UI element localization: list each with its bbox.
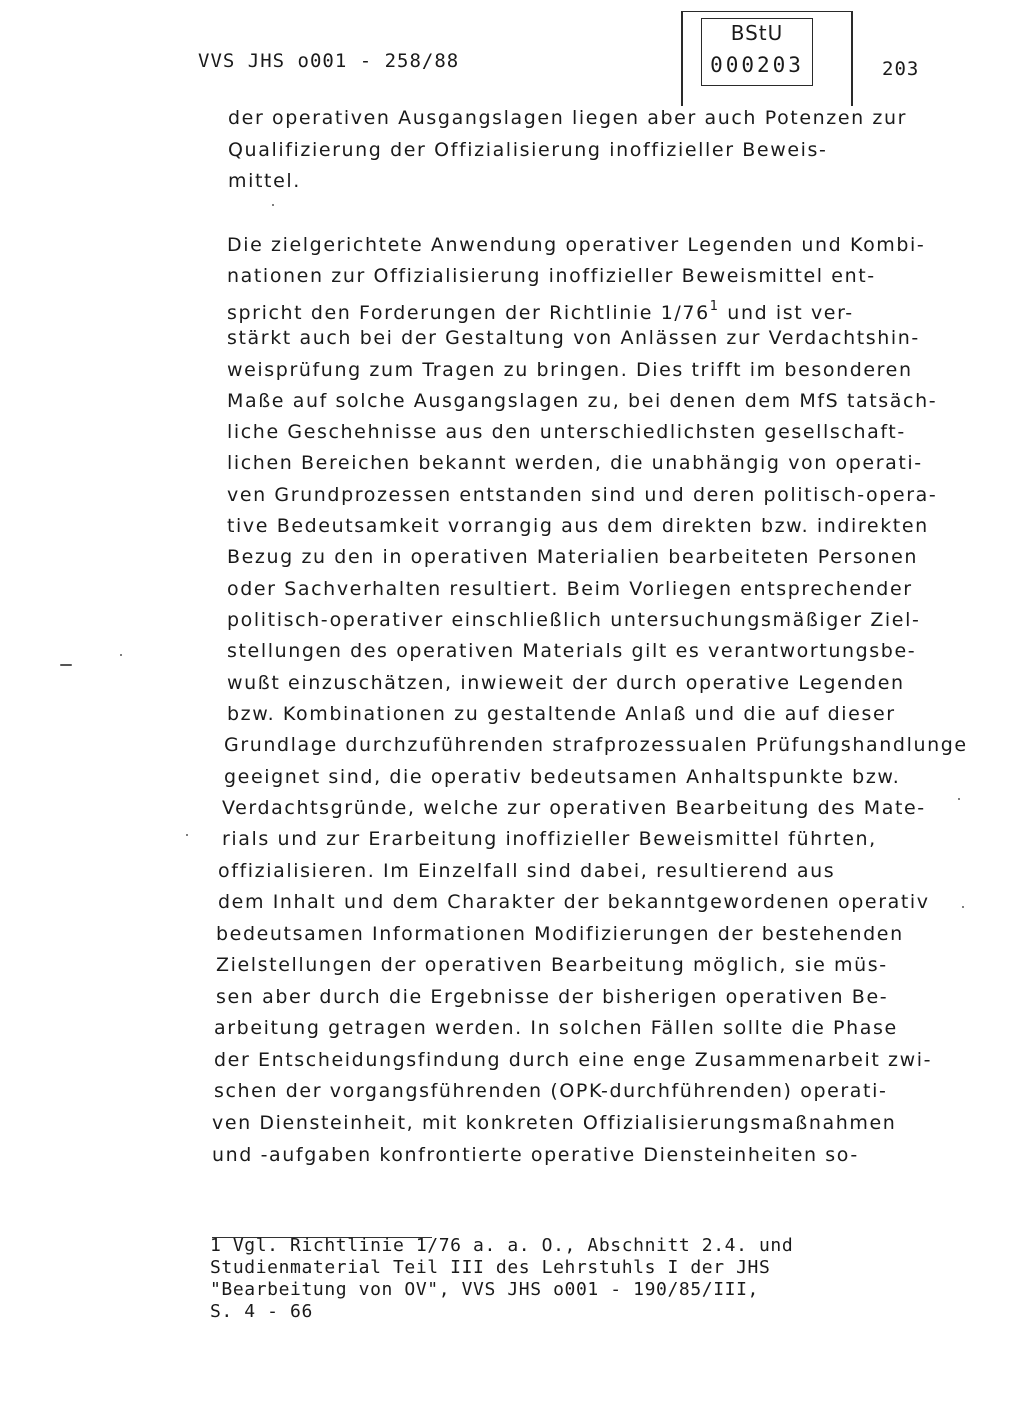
body-line: wußt einzuschätzen, inwieweit der durch operative Legenden [227, 672, 905, 694]
body-line: stellungen des operativen Materials gilt es verantwortungsbe- [227, 640, 917, 662]
body-line: sen aber durch die Ergebnisse der bisherigen operativen Be- [216, 986, 889, 1008]
body-line: stärkt auch bei der Gestaltung von Anlässen zur Verdachtshin- [227, 327, 920, 349]
body-line [227, 295, 854, 325]
body-line: der Entscheidungsfindung durch eine enge Zusammenarbeit zwi- [214, 1049, 933, 1071]
body-line: rials und zur Erarbeitung inoffizieller Beweismittel führten, [222, 828, 877, 850]
scan-mark [60, 664, 72, 666]
body-line: liche Geschehnisse aus den unterschiedlichsten gesellschaft- [227, 421, 906, 443]
archive-stamp [681, 11, 853, 106]
stamp-box [701, 18, 813, 86]
body-line: ven Grundprozessen entstanden sind und deren politisch-opera- [227, 484, 938, 506]
body-line: arbeitung getragen werden. In solchen Fällen sollte die Phase [214, 1017, 898, 1039]
body-line: Maße auf solche Ausgangslagen zu, bei denen dem MfS tatsäch- [227, 390, 938, 412]
body-line: Bezug zu den in operativen Materialien bearbeiteten Personen [227, 546, 919, 568]
footnote-line: Studienmaterial Teil III des Lehrstuhls I der JHS [210, 1257, 771, 1278]
scan-mark [272, 204, 274, 206]
scan-mark [962, 906, 964, 908]
body-line: politisch-operativer einschließlich untersuchungsmäßiger Ziel- [227, 609, 921, 631]
body-line: schen der vorgangsführenden (OPK-durchführenden) operati- [214, 1080, 888, 1102]
body-line: bedeutsamen Informationen Modifizierungen der bestehenden [216, 923, 904, 945]
stamp-number: 000203 [710, 53, 804, 77]
body-line: und -aufgaben konfrontierte operative Diensteinheiten so- [212, 1144, 859, 1166]
page-number: 203 [882, 58, 920, 80]
body-line: bzw. Kombinationen zu gestaltende Anlaß und die auf dieser [227, 703, 896, 725]
footnote-line: 1 Vgl. Richtlinie 1/76 a. a. O., Abschnitt 2.4. und [210, 1235, 794, 1256]
footnote-marker: 1 [709, 299, 720, 314]
stamp-title: BStU [730, 21, 784, 45]
body-line-text: spricht den Forderungen der Richtlinie 1/76 [227, 302, 710, 324]
body-line: oder Sachverhalten resultiert. Beim Vorliegen entsprechender [227, 578, 913, 600]
body-line: weisprüfung zum Tragen zu bringen. Dies trifft im besonderen [227, 359, 913, 381]
body-line: ven Diensteinheit, mit konkreten Offizialisierungsmaßnahmen [212, 1112, 897, 1134]
footnote-line: "Bearbeitung von OV", VVS JHS o001 - 190/85/III, [210, 1279, 759, 1300]
body-line: Qualifizierung der Offizialisierung inoffizieller Beweis- [228, 139, 828, 161]
body-line: Zielstellungen der operativen Bearbeitung möglich, sie müs- [216, 954, 888, 976]
body-line: nationen zur Offizialisierung inoffizieller Beweismittel ent- [227, 265, 876, 287]
body-line: Die zielgerichtete Anwendung operativer Legenden und Kombi- [227, 234, 926, 256]
body-line: dem Inhalt und dem Charakter der bekanntgewordenen operativ [218, 891, 930, 913]
scan-mark [186, 834, 188, 836]
scan-mark [120, 654, 122, 656]
document-reference: VVS JHS o001 - 258/88 [198, 50, 460, 72]
body-line: offizialisieren. Im Einzelfall sind dabei, resultierend aus [218, 860, 836, 882]
body-line: Verdachtsgründe, welche zur operativen Bearbeitung des Mate- [222, 797, 926, 819]
body-line: geeignet sind, die operativ bedeutsamen Anhaltspunkte bzw. [224, 766, 901, 788]
body-line: der operativen Ausgangslagen liegen aber auch Potenzen zur [228, 107, 908, 129]
body-line: tive Bedeutsamkeit vorrangig aus dem direkten bzw. indirekten [227, 515, 929, 537]
body-line-continuation: und ist ver- [719, 302, 854, 324]
scan-mark [958, 798, 960, 800]
body-line: mittel. [228, 170, 301, 192]
body-line: lichen Bereichen bekannt werden, die unabhängig von operati- [227, 452, 923, 474]
body-line: Grundlage durchzuführenden strafprozessualen Prüfungshandlunge [224, 734, 968, 756]
footnote-line: S. 4 - 66 [210, 1301, 313, 1322]
